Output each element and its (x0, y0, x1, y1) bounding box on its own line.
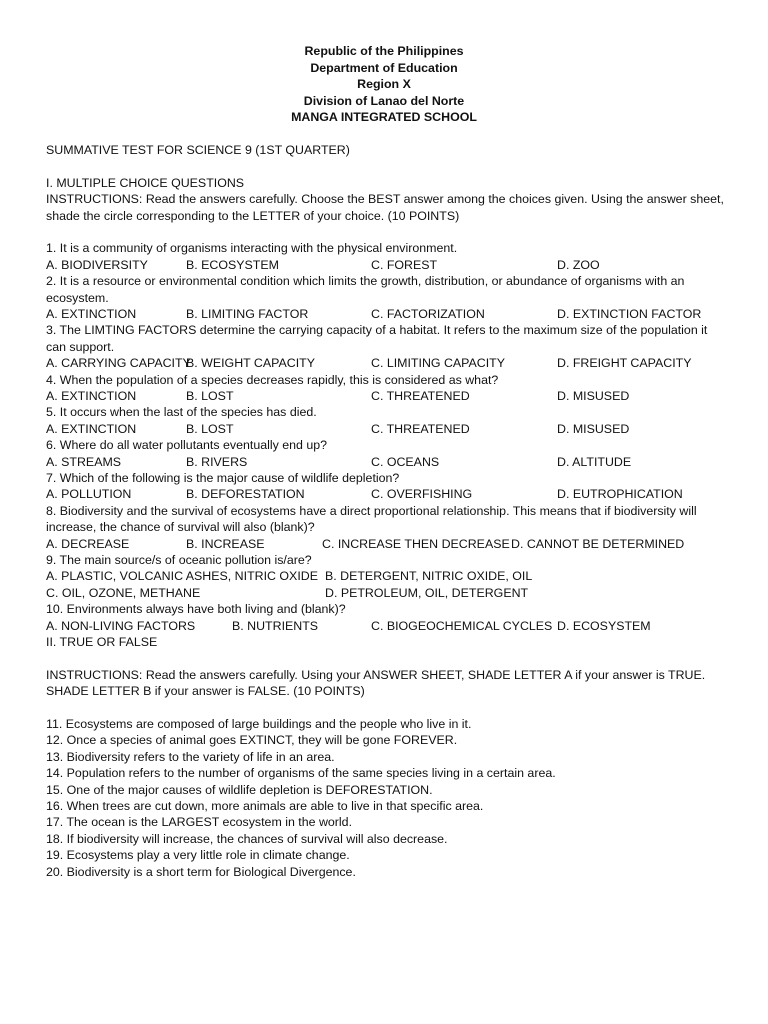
question-9: 9. The main source/s of oceanic pollution is/are? (46, 553, 312, 567)
choices-8 (46, 536, 726, 552)
tf-item-12: 12. Once a species of animal goes EXTINCT, they will be gone FOREVER. (46, 733, 458, 748)
choice-7a: A. POLLUTION (46, 487, 132, 502)
part2-instructions: INSTRUCTIONS: Read the answers carefully. Using your ANSWER SHEET, SHADE LETTER A if your answer is TRUE. SHADE LETTER B if your answer is FALSE. (10 POINTS) (46, 667, 706, 699)
choice-7c: C. OVERFISHING (371, 487, 473, 502)
choice-5b: B. LOST (186, 421, 234, 436)
choice-3a: A. CARRYING CAPACITY (46, 356, 191, 371)
choice-9d: D. PETROLEUM, OIL, DETERGENT (325, 585, 529, 600)
choice-4a: A. EXTINCTION (46, 389, 137, 404)
header-republic: Republic of the Philippines (304, 44, 464, 58)
choice-3c: C. LIMITING CAPACITY (371, 356, 506, 371)
choice-5d: D. MISUSED (557, 421, 630, 436)
choices-9-row1 (46, 568, 726, 584)
question-2: 2. It is a resource or environmental condition which limits the growth, distribution, or abundance of organisms with an ecosystem. (46, 274, 685, 305)
test-title: SUMMATIVE TEST FOR SCIENCE 9 (1ST QUARTER) (46, 143, 350, 157)
choices-9-row2 (46, 585, 726, 601)
tf-item-13: 13. Biodiversity refers to the variety of life in an area. (46, 749, 335, 764)
choice-9c: C. OIL, OZONE, METHANE (46, 585, 201, 600)
choice-10b: B. NUTRIENTS (232, 618, 319, 633)
tf-item-14: 14. Population refers to the number of organisms of the same species living in a certain area. (46, 766, 556, 781)
choice-9b: B. DETERGENT, NITRIC OXIDE, OIL (325, 569, 533, 584)
choice-1b: B. ECOSYSTEM (186, 257, 279, 272)
choice-6a: A. STREAMS (46, 454, 122, 469)
header-division: Division of Lanao del Norte (303, 93, 465, 108)
tf-item-18: 18. If biodiversity will increase, the chances of survival will also decrease. (46, 831, 448, 846)
question-7: 7. Which of the following is the major cause of wildlife depletion? (46, 471, 400, 485)
choice-7b: B. DEFORESTATION (186, 487, 305, 502)
part1-instructions: INSTRUCTIONS: Read the answers carefully. Choose the BEST answer among the choices given. Using the answer sheet, shade the circle corresponding to the LETTER of your choice. (10 POINTS) (46, 192, 724, 223)
question-3: 3. The LIMTING FACTORS determine the carrying capacity of a habitat. It refers to the maximum size of the population it can support. (46, 323, 708, 354)
tf-item-19: 19. Ecosystems play a very little role in climate change. (46, 848, 350, 863)
question-8: 8. Biodiversity and the survival of ecosystems have a direct proportional relationship. This means that if biodiversity will increase, the chance of survival will also (blank)? (46, 503, 697, 535)
question-10: 10. Environments always have both living and (blank)? (46, 602, 346, 617)
choice-4d: D. MISUSED (557, 389, 630, 404)
choice-1a: A. BIODIVERSITY (46, 257, 148, 272)
choices-10 (46, 618, 726, 634)
choices-6 (46, 454, 726, 470)
choice-8d: D. CANNOT BE DETERMINED (511, 536, 685, 551)
choice-3d: D. FREIGHT CAPACITY (557, 356, 692, 371)
tf-item-15: 15. One of the major causes of wildlife depletion is DEFORESTATION. (46, 782, 433, 797)
choice-2c: C. FACTORIZATION (371, 307, 485, 322)
choice-2a: A. EXTINCTION (46, 307, 137, 322)
choice-5a: A. EXTINCTION (46, 421, 137, 436)
choices-3 (46, 355, 726, 371)
header-region: Region X (357, 77, 411, 92)
choice-10a: A. NON-LIVING FACTORS (46, 618, 196, 633)
choices-5 (46, 421, 726, 437)
choice-6d: D. ALTITUDE (557, 454, 632, 469)
tf-item-16: 16. When trees are cut down, more animals are able to live in that specific area. (46, 799, 484, 814)
choices-1 (46, 257, 726, 273)
choice-6c: C. OCEANS (371, 454, 440, 469)
question-5: 5. It occurs when the last of the species has died. (46, 405, 317, 420)
choices-4 (46, 388, 726, 404)
choice-5c: C. THREATENED (371, 421, 470, 436)
tf-item-11: 11. Ecosystems are composed of large buildings and the people who live in it. (46, 716, 472, 731)
choice-2d: D. EXTINCTION FACTOR (557, 307, 702, 322)
choice-6b: B. RIVERS (186, 454, 248, 469)
question-1: 1. It is a community of organisms interacting with the physical environment. (46, 241, 458, 256)
header-school: MANGA INTEGRATED SCHOOL (291, 110, 477, 125)
choice-3b: B. WEIGHT CAPACITY (186, 356, 315, 371)
choice-8b: B. INCREASE (186, 536, 265, 551)
choices-2 (46, 306, 726, 322)
document-header (0, 43, 768, 126)
choice-9a: A. PLASTIC, VOLCANIC ASHES, NITRIC OXIDE (46, 569, 318, 584)
choices-7 (46, 486, 726, 502)
choice-10c: C. BIOGEOCHEMICAL CYCLES (371, 618, 553, 633)
choice-4b: B. LOST (186, 389, 234, 404)
choice-2b: B. LIMITING FACTOR (186, 307, 309, 322)
tf-item-17: 17. The ocean is the LARGEST ecosystem in the world. (46, 815, 353, 830)
choice-8a: A. DECREASE (46, 536, 130, 551)
choice-1c: C. FOREST (371, 257, 438, 272)
part2-heading: II. TRUE OR FALSE (46, 634, 158, 649)
choice-10d: D. ECOSYSTEM (557, 618, 651, 633)
choice-4c: C. THREATENED (371, 389, 470, 404)
choice-7d: D. EUTROPHICATION (557, 487, 683, 502)
part1-heading: I. MULTIPLE CHOICE QUESTIONS (46, 175, 245, 190)
header-department: Department of Education (310, 60, 458, 75)
test-body (46, 142, 726, 880)
choice-1d: D. ZOO (557, 257, 600, 272)
choice-8c: C. INCREASE THEN DECREASE (322, 536, 510, 551)
question-6: 6. Where do all water pollutants eventually end up? (46, 438, 328, 453)
question-4: 4. When the population of a species decreases rapidly, this is considered as what? (46, 372, 499, 387)
tf-item-20: 20. Biodiversity is a short term for Biological Divergence. (46, 864, 356, 879)
